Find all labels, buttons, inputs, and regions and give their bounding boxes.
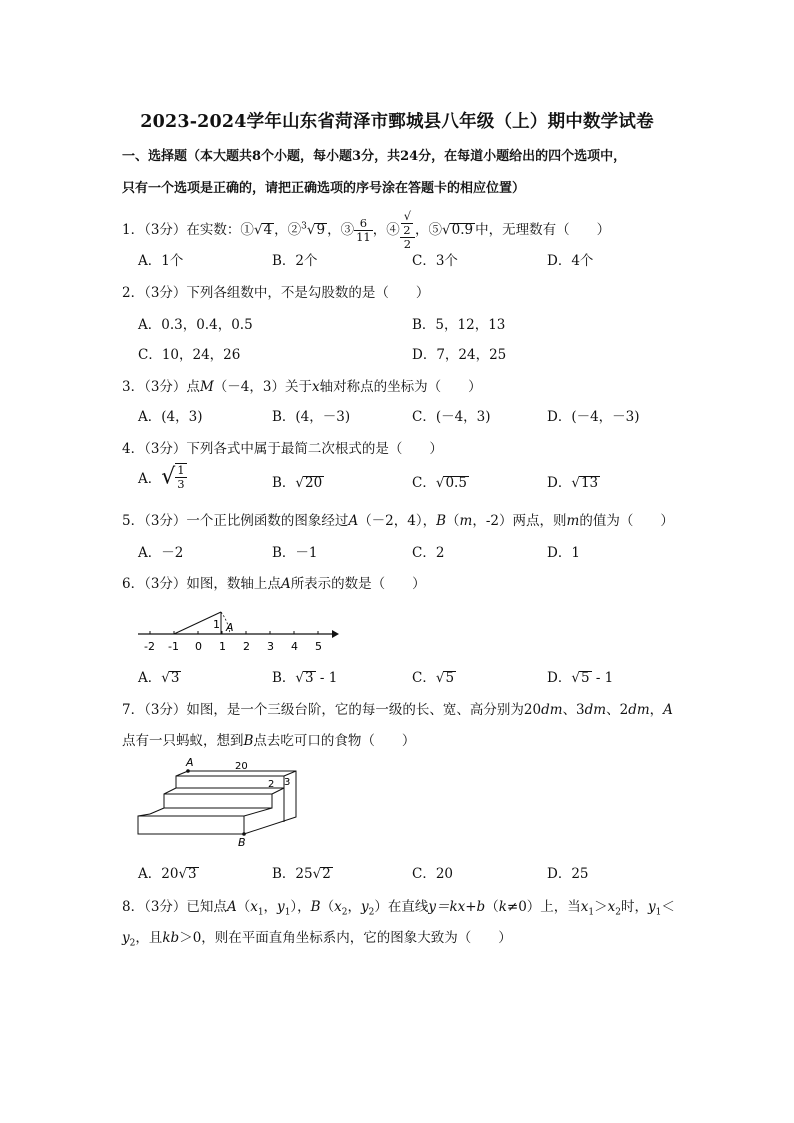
tick-label: 4 [291,640,298,653]
option-a[interactable]: A．(4，3) [138,409,203,425]
point-label-a: A [226,621,234,634]
radical-icon: √ [571,670,580,686]
option-b[interactable]: B．√3 - 1 [272,670,338,686]
question-8-line2: $y_2$，且kb＞0，则在平面直角坐标系内，它的图象大致为（ ） [122,930,512,949]
radical-icon: √ [435,475,445,491]
radical-icon: √ [306,222,316,238]
question-5: 5．（3分）一个正比例函数的图象经过A（－2，4），B（m，-2）两点，则m的值为（ ） [122,513,674,529]
tick-label: -2 [144,640,155,653]
option-d[interactable]: D．√13 [547,475,599,491]
radical-icon: √ [161,464,176,490]
radical-icon: √ [435,670,445,686]
step-3-right-edge [284,771,296,776]
radical-icon: √ [442,222,451,238]
fraction: $\frac{1}{3}$ [177,463,185,491]
radical-icon: √ [253,222,263,238]
label-length: 20 [235,761,248,772]
option-d[interactable]: D．4个 [547,253,594,269]
question-4: 4．（3分）下列各式中属于最简二次根式的是（ ） [122,441,443,457]
radical-icon: √ [161,670,170,686]
page-title: 2023-2024学年山东省菏泽市鄄城县八年级（上）期中数学试卷 [140,112,654,132]
tick-label: 1 [219,640,226,653]
question-1: 1．（3分）在实数：①√4 ，②$^3$√9 ，③ $\frac{6}{11}$ ，④ √ 2 2 ，⑤√0.9 中，无理数有（ ） [122,209,611,251]
option-c[interactable]: C．2 [412,545,445,561]
step-2-left-edge [164,788,176,794]
option-d[interactable]: D．(－4，－3) [547,409,640,425]
option-a[interactable]: A．0.3，0.4，0.5 [138,317,253,333]
option-b[interactable]: B．(4，－3) [272,409,351,425]
tick-label: -1 [168,640,179,653]
option-c[interactable]: C．√5 [412,670,455,686]
question-8-line1: 8．（3分）已知点$A(x_1$，$y_1$），$B(x_2$，$y_2$）在直线y＝kx+b（k≠0）上，当$x_1>x_2$时，$y_1<$ [122,899,675,918]
cube-root-index: 3 [301,221,307,232]
staircase-figure [132,754,302,850]
tick-label: 0 [195,640,202,653]
option-a[interactable]: A．√3 [138,670,180,686]
staircase-back-edge [188,771,296,834]
radical-icon: √ [295,670,305,686]
label-b: B [238,836,246,849]
option-a[interactable]: A．－2 [138,545,184,561]
question-7-line2: 点有一只蚂蚁，想到B点去吃可口的食物（ ） [122,733,416,749]
option-b[interactable]: B．2个 [272,253,318,269]
option-b[interactable]: B．25√2 [272,866,331,882]
option-a[interactable]: A．1个 [138,253,184,269]
number-line-figure [134,600,344,656]
question-7-line1: 7．（3分）如图，是一个三级台阶，它的每一级的长、宽、高分别为20dm、3dm、2dm，A [122,702,673,718]
option-c[interactable]: C．20 [412,866,454,882]
option-b[interactable]: B．√20 [272,475,323,491]
radicand: 4 [263,222,273,238]
option-a[interactable]: A．√ $\frac{1}{3}$ [138,463,185,491]
step-1-left-edge [150,808,164,814]
option-c[interactable]: C．10，24，26 [138,347,241,363]
step-1-riser [138,816,244,834]
tick-label: 2 [243,640,250,653]
option-b[interactable]: B．－1 [272,545,318,561]
point-a-dot [186,769,190,773]
label-height: 2 [268,779,275,790]
segment-label: 1 [213,618,220,631]
option-c[interactable]: C．(－4，3) [412,409,491,425]
option-d[interactable]: D．1 [547,545,580,561]
label-width: 3 [284,777,291,788]
fraction: $\frac{6}{11}$ [356,216,371,244]
option-c[interactable]: C．3个 [412,253,458,269]
question-3: 3．（3分）点M（－4，3）关于x轴对称点的坐标为（ ） [122,379,482,395]
section-heading-line2: 只有一个选项是正确的，请把正确选项的序号涂在答题卡的相应位置） [122,181,526,196]
option-c[interactable]: C．√0.5 [412,475,467,491]
tick-label: 3 [267,640,274,653]
option-d[interactable]: D．25 [547,866,589,882]
axis-arrow-icon [332,630,339,638]
option-d[interactable]: D．7，24，25 [412,347,507,363]
tick-label: 5 [315,640,322,653]
radical-icon: √ [403,209,412,223]
step-1-right-edge [244,808,272,816]
question-6: 6．（3分）如图，数轴上点A所表示的数是（ ） [122,576,426,592]
radical-icon: √ [295,475,305,491]
option-a[interactable]: A．20√3 [138,866,197,882]
radical-icon: √ [178,866,188,882]
section-heading-line1: 一、选择题（本大题共8个小题，每小题3分，共24分，在每道小题给出的四个选项中， [122,149,627,164]
radical-icon: √ [312,866,322,882]
radical-icon: √ [571,475,580,491]
step-3-left-edge [176,771,188,776]
question-2: 2．（3分）下列各组数中，不是勾股数的是（ ） [122,285,430,301]
label-a: A [186,756,194,769]
fraction: √ 2 2 [400,210,415,251]
option-d[interactable]: D．√5 - 1 [547,670,614,686]
option-b[interactable]: B．5，12，13 [412,317,506,333]
step-2-riser [164,794,272,808]
